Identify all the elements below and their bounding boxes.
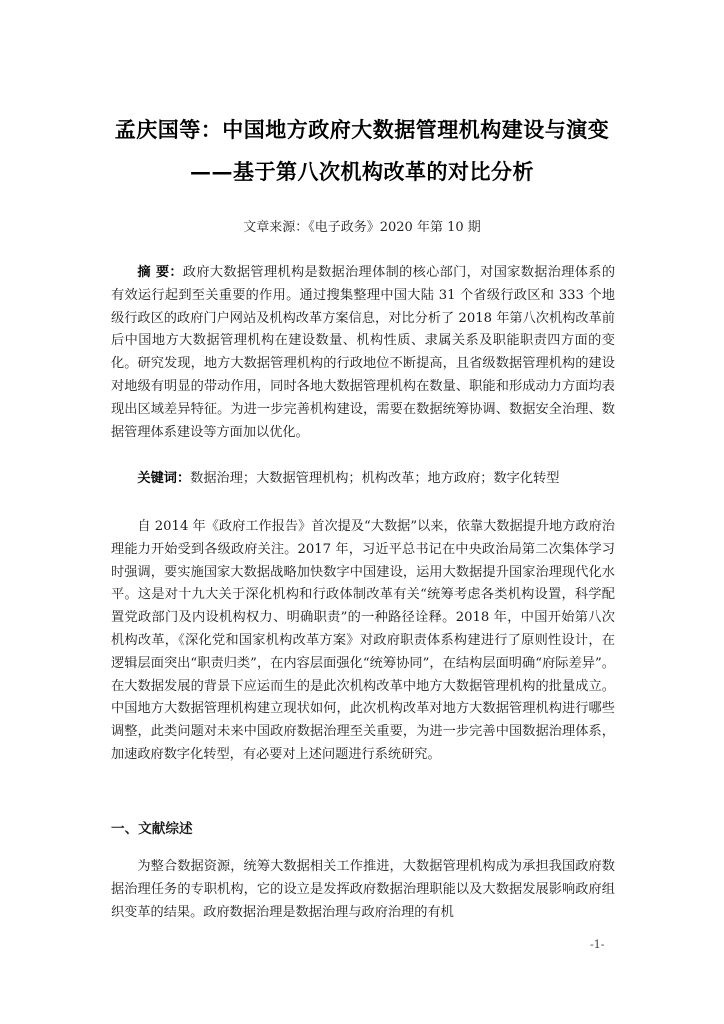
section-paragraph: 为整合数据资源，统筹大数据相关工作推进，大数据管理机构成为承担我国政府数据治理任务的专职机构，它的设立是发挥政府数据治理职能以及大数据发展影响政府组织变革的结果。政府数据治理是数据治理与政府治理的有机 — [111, 859, 615, 920]
keywords-label: 关键词： — [137, 471, 191, 486]
page-number: -1- — [590, 938, 605, 951]
abstract-paragraph — [111, 262, 615, 444]
abstract-text: 政府大数据管理机构是数据治理体制的核心部门，对国家数据治理体系的有效运行起到至关重要的作用。通过搜集整理中国大陆 31 个省级行政区和 333 个地级行政区的政府门户网站及机构改革方案信息，对比分析了 2018 年第八次机构改革前后中国地方大数据管理机构在建设数量、机构性质、隶属关系及职能职责四方面的变化。研究发现，地方大数据管理机构的行政地位不断提高，且省级数据管理机构的建设对地级有明显的带动作用，同时各地大数据管理机构在数量、职能和形成动力方面均表现出区域差异特征。为进一步完善机构建设，需要在数据统筹协调、数据安全治理、数据管理体系建设等方面加以优化。 — [111, 265, 616, 440]
article-source: 文章来源：《电子政务》2020 年第 10 期 — [243, 220, 481, 235]
paper-title-line-1: 孟庆国等：中国地方政府大数据管理机构建设与演变 — [114, 117, 610, 142]
section-heading-literature-review: 一、文献综述 — [111, 821, 193, 837]
intro-paragraph: 自 2014 年《政府工作报告》首次提及“大数据”以来，依靠大数据提升地方政府治理能力开始受到各级政府关注。2017 年，习近平总书记在中央政治局第二次集体学习时强调，要实施国家大数据战略加快数字中国建设，运用大数据提升国家治理现代化水平。这是对十九大关于深化机构和行政体制改革有关“统筹考虑各类机构设置，科学配置党政部门及内设机构权力、明确职责”的一种路径诠释。2018 年，中国开始第八次机构改革，《深化党和国家机构改革方案》对政府职责体系构建进行了原则性设计，在逻辑层面突出“职责归类”，在内容层面强化“统筹协同”，在结构层面明确“府际差异”。在大数据发展的背景下应运而生的是此次机构改革中地方大数据管理机构的批量成立。中国地方大数据管理机构建立现状如何，此次机构改革对地方大数据管理机构进行哪些调整，此类问题对未来中国政府数据治理至关重要，为进一步完善中国数据治理体系，加速政府数字化转型，有必要对上述问题进行系统研究。 — [111, 519, 615, 762]
abstract-label: 摘 要： — [137, 265, 183, 280]
keywords-paragraph — [111, 468, 615, 491]
paper-title-line-2: ——基于第八次机构改革的对比分析 — [190, 159, 534, 184]
keywords-text: 数据治理；大数据管理机构；机构改革；地方政府；数字化转型 — [190, 471, 560, 486]
